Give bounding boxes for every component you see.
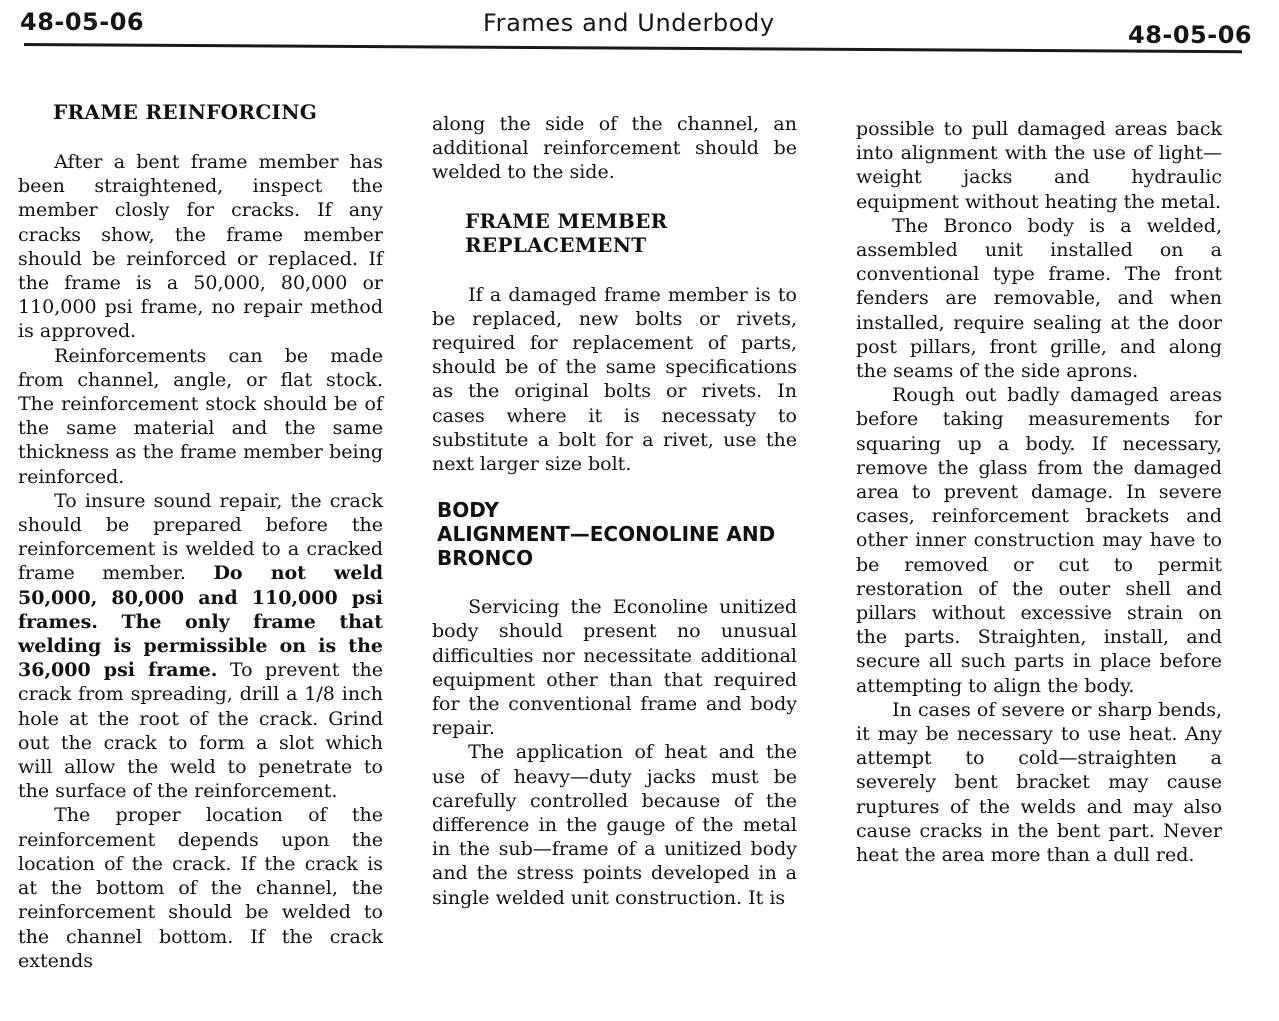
heading-line: BRONCO (437, 546, 534, 571)
paragraph: Servicing the Econoline unitized body should present no unusual difficulties nor necessitate additional equipment other than that required for the conventional frame and body repair. (432, 596, 797, 740)
paragraph-tail: To prevent the crack from spreading, drill a 1/8 inch hole at the root of the crack. Grind out the crack to form a slot which will allow the weld to penetrate to the surface of the reinforcement. (18, 659, 384, 803)
paragraph: The Bronco body is a welded, assembled unit installed on a conventional type frame. The front fenders are removable, and when installed, require sealing at the door post pillars, front grille, and along the seams of the side aprons. (856, 214, 1222, 383)
paragraph-continued: possible to pull damaged areas back into alignment with the use of light—weight jacks and hydraulic equipment without heating the metal. (856, 118, 1222, 213)
heading-line: BODY (437, 498, 499, 523)
paragraph-lead: To insure sound repair, the crack should be prepared before the reinforcement is welded to a cracked frame member. (18, 489, 383, 585)
text-column-2 (432, 112, 797, 910)
heading-line: FRAME MEMBER (465, 208, 668, 233)
paragraph: In cases of severe or sharp bends, it may be necessary to use heat. Any attempt to cold—straighten a severely bent bracket may cause ruptures of the welds and may also cause cracks in the bent part. Never heat the area more than a dull red. (856, 698, 1222, 867)
paragraph: If a damaged frame member is to be replaced, new bolts or rivets, required for replacement of parts, should be of the same specifications as the original bolts or rivets. In cases where it is necessaty to substitute a bolt for a rivet, use the next larger size bolt. (432, 283, 797, 476)
paragraph: The application of heat and the use of heavy—duty jacks must be carefully controlled because of the difference in the gauge of the metal in the sub—frame of a unitized body and the stress points developed in a single welded unit construction. It is (432, 741, 797, 909)
text-column-1 (18, 100, 383, 973)
heading-line: ALIGNMENT—ECONOLINE AND (437, 522, 776, 547)
paragraph: The proper location of the reinforcement depends upon the location of the crack. If the crack is at the bottom of the channel, the reinforcement should be welded to the channel bottom. If the crack extends (18, 804, 383, 972)
paragraph: After a bent frame member has been straightened, inspect the member closly for cracks. If any cracks show, the frame member should be reinforced or replaced. If the frame is a 50,000, 80,000 or 110,000 psi frame, no repair method is approved. (18, 151, 383, 343)
welding-warning: Do not weld 50,000, 80,000 and 110,000 psi frames. The only frame that welding is permissible on is the 36,000 psi frame. (18, 562, 383, 682)
header-rule (24, 43, 1242, 53)
page-title: Frames and Underbody (483, 9, 775, 37)
section-heading-frame-member-replacement (465, 209, 797, 257)
paragraph-continued: along the side of the channel, an additional reinforcement should be welded to the side. (432, 113, 797, 184)
paragraph: Rough out badly damaged areas before taking measurements for squaring up a body. If necessary, remove the glass from the damaged area to prevent damage. In severe cases, reinforcement brackets and other inner construction may have to be removed or cut to permit restoration of the outer shell and pillars without excessive strain on the parts. Straighten, install, and secure all such parts in place before attempting to align the body. (856, 384, 1222, 697)
section-heading-body-alignment (437, 498, 797, 570)
section-heading-frame-reinforcing: FRAME REINFORCING (53, 100, 318, 124)
page-number-left: 48-05-06 (20, 8, 145, 36)
paragraph-welding-warning (18, 489, 383, 804)
heading-line: REPLACEMENT (465, 232, 647, 257)
paragraph: Reinforcements can be made from channel, angle, or flat stock. The reinforcement stock should be of the same material and the same thickness as the frame member being reinforced. (18, 344, 383, 488)
page-number-right: 48-05-06 (1128, 21, 1253, 49)
text-column-3 (856, 117, 1222, 867)
